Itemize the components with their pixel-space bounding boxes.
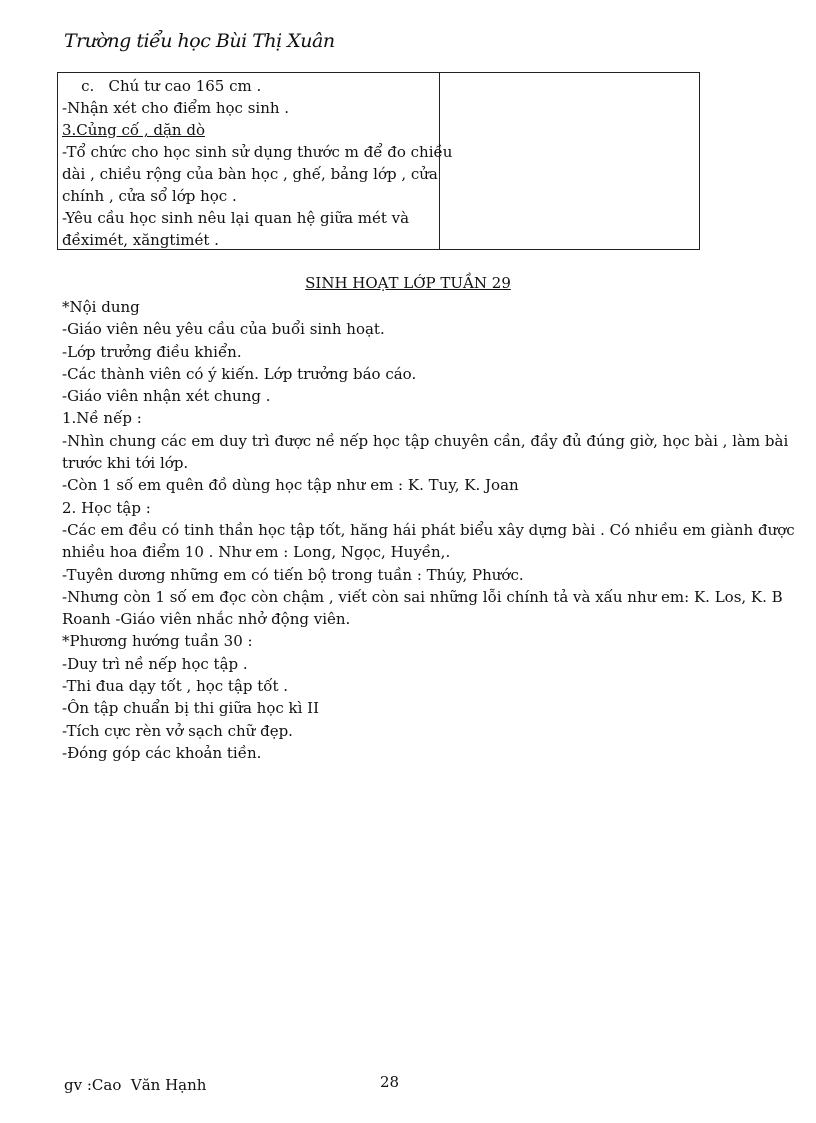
table-line: -Nhận xét cho điểm học sinh .	[62, 99, 290, 117]
content-line: 1.Nề nếp :	[62, 409, 142, 428]
section-title: SINH HOẠT LỚP TUẦN 29	[305, 274, 511, 292]
table-line: dài , chiều rộng của bàn học , ghế, bảng lớp , cửa	[62, 165, 438, 183]
content-line: *Phương hướng tuần 30 :	[62, 632, 253, 651]
content-line: -Tích cực rèn vở sạch chữ đẹp.	[62, 721, 293, 740]
footer-teacher: gv :Cao Văn Hạnh	[64, 1076, 207, 1094]
content-line: 2. Học tập :	[62, 498, 151, 517]
content-line: -Tuyên dương những em có tiến bộ trong tuần : Thúy, Phước.	[62, 565, 524, 584]
content-line: -Ôn tập chuẩn bị thi giữa học kì II	[62, 699, 320, 718]
content-line: -Lớp trưởng điều khiển.	[62, 342, 242, 361]
content-line: -Nhưng còn 1 số em đọc còn chậm , viết còn sai những lỗi chính tả và xấu như em: K. Los, K. B	[62, 587, 783, 606]
page-number: 28	[380, 1073, 400, 1091]
content-line: -Các thành viên có ý kiến. Lớp trưởng báo cáo.	[62, 364, 417, 383]
table-left-cell	[62, 75, 453, 251]
content-line: *Nội dung	[62, 298, 140, 316]
content-line: -Giáo viên nêu yêu cầu của buổi sinh hoạt.	[62, 320, 385, 339]
table-line: -Yêu cầu học sinh nêu lại quan hệ giữa mét và	[62, 209, 410, 227]
content-line: -Nhìn chung các em duy trì được nề nếp học tập chuyên cần, đầy đủ đúng giờ, học bài , làm bài	[62, 431, 789, 450]
table-line	[62, 119, 434, 141]
table-column-divider	[439, 73, 440, 249]
content-line: -Giáo viên nhận xét chung .	[62, 387, 271, 406]
table-line: chính , cửa sổ lớp học .	[62, 187, 237, 205]
content-line: -Đóng góp các khoản tiền.	[62, 743, 262, 762]
table-line: -Tổ chức cho học sinh sử dụng thước m để đo chiều	[62, 143, 453, 161]
table-line: c. Chú tư cao 165 cm .	[62, 77, 262, 95]
content-line: -Duy trì nề nếp học tập .	[62, 654, 248, 673]
lesson-plan-table	[57, 72, 700, 250]
table-line: đềximét, xăngtimét .	[62, 231, 219, 249]
content-line: trước khi tới lớp.	[62, 454, 189, 473]
content-line: -Còn 1 số em quên đồ dùng học tập như em : K. Tuy, K. Joan	[62, 476, 519, 495]
content-line: nhiều hoa điểm 10 . Như em : Long, Ngọc, Huyền,.	[62, 543, 451, 562]
content-line: Roanh -Giáo viên nhắc nhở động viên.	[62, 610, 351, 629]
school-header: Trường tiểu học Bùi Thị Xuân	[64, 30, 335, 52]
section-heading-consolidation: 3.Củng cố , dặn dò	[62, 121, 205, 139]
content-line: -Thi đua dạy tốt , học tập tốt .	[62, 677, 289, 696]
content-line: -Các em đều có tinh thần học tập tốt, hăng hái phát biểu xây dựng bài . Có nhiều em giành được	[62, 520, 795, 539]
body-content	[62, 296, 795, 764]
